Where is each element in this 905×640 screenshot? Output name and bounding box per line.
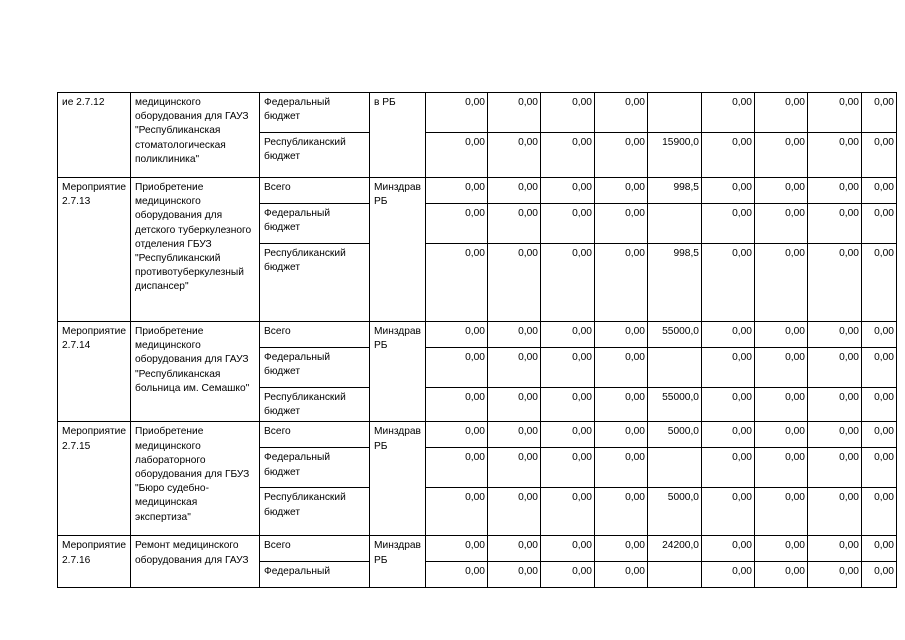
- amount-cell: 5000,0: [647, 422, 701, 448]
- activity-code-cell: Мероприятие 2.7.14: [58, 322, 131, 422]
- activity-code-cell: Мероприятие 2.7.15: [58, 422, 131, 536]
- funding-source-cell: Федеральный бюджет: [260, 204, 370, 244]
- amount-cell: 0,00: [425, 422, 487, 448]
- amount-cell: 0,00: [540, 178, 594, 204]
- amount-cell: 0,00: [487, 322, 540, 348]
- amount-cell: 0,00: [594, 204, 647, 244]
- amount-cell: 0,00: [701, 388, 754, 422]
- amount-cell: 0,00: [487, 204, 540, 244]
- amount-cell: 0,00: [754, 93, 807, 133]
- funding-source-cell: Всего: [260, 536, 370, 562]
- amount-cell: 0,00: [701, 422, 754, 448]
- amount-cell: 15900,0: [647, 133, 701, 178]
- amount-cell: 0,00: [425, 562, 487, 588]
- amount-cell: 0,00: [807, 448, 861, 488]
- amount-cell: 0,00: [540, 204, 594, 244]
- amount-cell: 0,00: [807, 488, 861, 536]
- amount-cell: 0,00: [594, 536, 647, 562]
- amount-cell: 0,00: [701, 204, 754, 244]
- amount-cell: 0,00: [807, 348, 861, 388]
- amount-cell: 0,00: [540, 388, 594, 422]
- executor-cell: Минздрав РБ: [370, 322, 426, 422]
- amount-cell: 0,00: [487, 536, 540, 562]
- activity-name-cell: Приобретение медицинского лабораторного оборудования для ГБУЗ "Бюро судебно-медицинская экспертиза": [131, 422, 260, 536]
- amount-cell: 0,00: [754, 348, 807, 388]
- amount-cell: 0,00: [487, 562, 540, 588]
- amount-cell: 0,00: [701, 244, 754, 322]
- amount-cell: 0,00: [861, 204, 896, 244]
- amount-cell: 0,00: [701, 536, 754, 562]
- activity-code-cell: Мероприятие 2.7.16: [58, 536, 131, 588]
- amount-cell: 0,00: [754, 536, 807, 562]
- amount-cell: [647, 562, 701, 588]
- amount-cell: 0,00: [594, 244, 647, 322]
- amount-cell: 0,00: [487, 244, 540, 322]
- amount-cell: 0,00: [487, 422, 540, 448]
- amount-cell: 0,00: [701, 93, 754, 133]
- amount-cell: [647, 348, 701, 388]
- activity-name-cell: Ремонт медицинского оборудования для ГАУЗ: [131, 536, 260, 588]
- amount-cell: 0,00: [425, 178, 487, 204]
- amount-cell: 0,00: [540, 93, 594, 133]
- funding-source-cell: Федеральный: [260, 562, 370, 588]
- amount-cell: 5000,0: [647, 488, 701, 536]
- funding-source-cell: Республиканский бюджет: [260, 388, 370, 422]
- amount-cell: [647, 204, 701, 244]
- amount-cell: 0,00: [807, 133, 861, 178]
- amount-cell: 0,00: [701, 133, 754, 178]
- amount-cell: [647, 448, 701, 488]
- amount-cell: 0,00: [425, 388, 487, 422]
- amount-cell: 0,00: [754, 448, 807, 488]
- amount-cell: 0,00: [487, 348, 540, 388]
- amount-cell: 24200,0: [647, 536, 701, 562]
- amount-cell: 0,00: [425, 204, 487, 244]
- executor-cell: Минздрав РБ: [370, 536, 426, 588]
- amount-cell: 0,00: [807, 322, 861, 348]
- amount-cell: 0,00: [540, 244, 594, 322]
- amount-cell: 0,00: [487, 133, 540, 178]
- amount-cell: 0,00: [754, 488, 807, 536]
- amount-cell: 0,00: [425, 133, 487, 178]
- amount-cell: 0,00: [754, 422, 807, 448]
- amount-cell: 0,00: [594, 133, 647, 178]
- amount-cell: 0,00: [807, 244, 861, 322]
- amount-cell: 0,00: [861, 536, 896, 562]
- amount-cell: 0,00: [754, 133, 807, 178]
- amount-cell: 0,00: [807, 388, 861, 422]
- amount-cell: 0,00: [754, 322, 807, 348]
- amount-cell: 0,00: [861, 388, 896, 422]
- amount-cell: 0,00: [807, 536, 861, 562]
- amount-cell: 0,00: [594, 388, 647, 422]
- funding-source-cell: Всего: [260, 422, 370, 448]
- amount-cell: 55000,0: [647, 388, 701, 422]
- amount-cell: 0,00: [701, 562, 754, 588]
- activity-name-cell: Приобретение медицинского оборудования для ГАУЗ "Республиканская больница им. Семашко": [131, 322, 260, 422]
- amount-cell: 0,00: [425, 322, 487, 348]
- amount-cell: 0,00: [540, 562, 594, 588]
- amount-cell: 0,00: [861, 244, 896, 322]
- amount-cell: 0,00: [861, 422, 896, 448]
- funding-source-cell: Республиканский бюджет: [260, 488, 370, 536]
- amount-cell: 0,00: [425, 448, 487, 488]
- amount-cell: 0,00: [487, 178, 540, 204]
- amount-cell: 0,00: [540, 133, 594, 178]
- table-row: [58, 178, 897, 204]
- table-row: [58, 422, 897, 448]
- amount-cell: 998,5: [647, 244, 701, 322]
- amount-cell: 0,00: [754, 204, 807, 244]
- activity-code-cell: ие 2.7.12: [58, 93, 131, 178]
- amount-cell: 0,00: [594, 348, 647, 388]
- table-row: [58, 536, 897, 562]
- amount-cell: 0,00: [861, 178, 896, 204]
- amount-cell: 0,00: [425, 348, 487, 388]
- amount-cell: 0,00: [754, 388, 807, 422]
- amount-cell: 0,00: [701, 178, 754, 204]
- funding-source-cell: Республиканский бюджет: [260, 133, 370, 178]
- amount-cell: 0,00: [594, 178, 647, 204]
- activity-name-cell: Приобретение медицинского оборудования для детского туберкулезного отделения ГБУЗ "Республиканский противотуберкулезный диспансер": [131, 178, 260, 322]
- amount-cell: 0,00: [425, 93, 487, 133]
- executor-cell: в РБ: [370, 93, 426, 178]
- amount-cell: [647, 93, 701, 133]
- amount-cell: 0,00: [807, 422, 861, 448]
- amount-cell: 0,00: [861, 562, 896, 588]
- amount-cell: 0,00: [807, 204, 861, 244]
- amount-cell: 0,00: [487, 93, 540, 133]
- amount-cell: 0,00: [540, 348, 594, 388]
- amount-cell: 998,5: [647, 178, 701, 204]
- amount-cell: 0,00: [807, 93, 861, 133]
- amount-cell: 0,00: [861, 93, 896, 133]
- funding-source-cell: Федеральный бюджет: [260, 93, 370, 133]
- funding-source-cell: Федеральный бюджет: [260, 348, 370, 388]
- amount-cell: 0,00: [487, 488, 540, 536]
- funding-source-cell: Всего: [260, 178, 370, 204]
- amount-cell: 0,00: [754, 562, 807, 588]
- amount-cell: 0,00: [754, 178, 807, 204]
- amount-cell: 0,00: [487, 388, 540, 422]
- amount-cell: 0,00: [861, 488, 896, 536]
- amount-cell: 0,00: [701, 448, 754, 488]
- amount-cell: 0,00: [861, 133, 896, 178]
- activity-code-cell: Мероприятие 2.7.13: [58, 178, 131, 322]
- amount-cell: 0,00: [487, 448, 540, 488]
- amount-cell: 0,00: [425, 536, 487, 562]
- amount-cell: 0,00: [861, 448, 896, 488]
- amount-cell: 0,00: [594, 448, 647, 488]
- amount-cell: 0,00: [701, 488, 754, 536]
- budget-table: [57, 92, 897, 588]
- executor-cell: Минздрав РБ: [370, 422, 426, 536]
- amount-cell: 0,00: [807, 178, 861, 204]
- table-row: [58, 322, 897, 348]
- amount-cell: 0,00: [540, 448, 594, 488]
- amount-cell: 0,00: [861, 348, 896, 388]
- amount-cell: 0,00: [701, 322, 754, 348]
- funding-source-cell: Республиканский бюджет: [260, 244, 370, 322]
- amount-cell: 0,00: [594, 488, 647, 536]
- table-row: [58, 93, 897, 133]
- amount-cell: 0,00: [594, 562, 647, 588]
- budget-table-body: [58, 93, 897, 588]
- activity-name-cell: медицинского оборудования для ГАУЗ "Республиканская стоматологическая поликлиника": [131, 93, 260, 178]
- amount-cell: 0,00: [807, 562, 861, 588]
- amount-cell: 0,00: [701, 348, 754, 388]
- funding-source-cell: Федеральный бюджет: [260, 448, 370, 488]
- amount-cell: 0,00: [754, 244, 807, 322]
- amount-cell: 0,00: [425, 488, 487, 536]
- amount-cell: 55000,0: [647, 322, 701, 348]
- executor-cell: Минздрав РБ: [370, 178, 426, 322]
- amount-cell: 0,00: [540, 422, 594, 448]
- funding-source-cell: Всего: [260, 322, 370, 348]
- amount-cell: 0,00: [540, 536, 594, 562]
- amount-cell: 0,00: [540, 488, 594, 536]
- amount-cell: 0,00: [594, 322, 647, 348]
- amount-cell: 0,00: [861, 322, 896, 348]
- amount-cell: 0,00: [425, 244, 487, 322]
- amount-cell: 0,00: [594, 93, 647, 133]
- amount-cell: 0,00: [540, 322, 594, 348]
- amount-cell: 0,00: [594, 422, 647, 448]
